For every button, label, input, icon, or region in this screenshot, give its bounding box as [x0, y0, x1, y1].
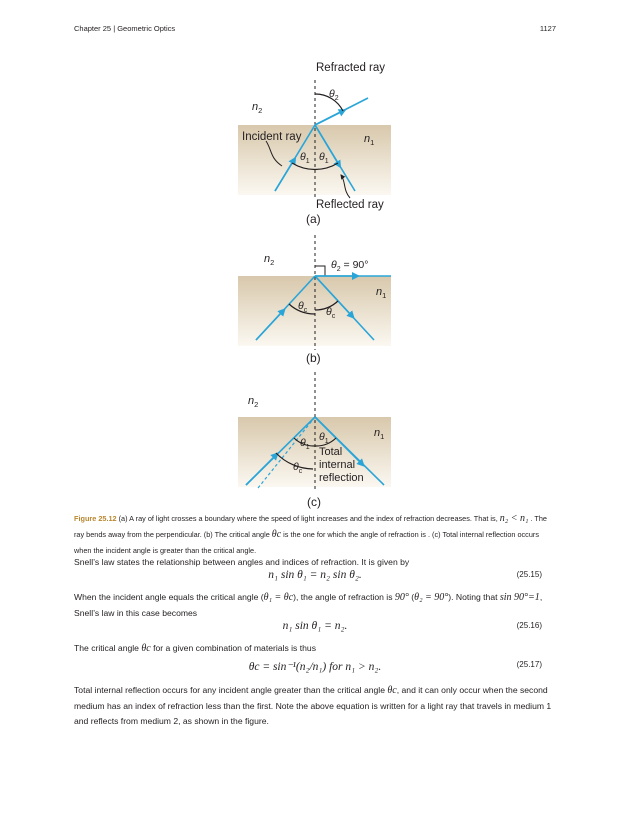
theta1-left-label: $\theta_1$ [300, 151, 310, 165]
panel-a-label: (a) [306, 212, 321, 226]
thetac-label: $\theta_c$ [293, 461, 303, 475]
p2-math-1: θ₁ = θc [263, 592, 294, 603]
equation-25-15 [74, 569, 556, 587]
p2-text-d: ). Noting that [448, 592, 500, 602]
equation-25-15-math: n₁ sin θ₁ = n₂ sin θ₂. [268, 569, 362, 581]
theta1-left-label: $\theta_1$ [300, 437, 310, 451]
page-number: 1127 [539, 24, 556, 33]
tir-label-line1: Total [319, 446, 343, 458]
p2-text-a: When the incident angle equals the critical angle ( [74, 592, 264, 602]
figure-caption [74, 511, 556, 559]
panel-b [238, 235, 391, 365]
panel-c-label: (c) [307, 495, 321, 509]
panel-b-label: (b) [306, 351, 321, 365]
paragraph-critical-angle-condition [74, 590, 556, 621]
theta2-90-label: $\theta_2 = 90^\circ$ [331, 259, 369, 273]
p2-text-c: ( [408, 592, 415, 602]
n1-label: $n_1$ [364, 133, 375, 147]
p3-text-b: for a given combination of materials is thus [150, 643, 316, 653]
n2-label: $n_2$ [252, 101, 263, 115]
equation-25-16-number: (25.16) [516, 621, 542, 630]
panel-a [238, 62, 391, 226]
incident-ray-label: Incident ray [242, 131, 302, 143]
caption-text-2: . The ray bends away from the perpendicular. (b) The critical angle [74, 514, 547, 539]
caption-math-n2-lt-n1: n₂ < n₁ [499, 513, 529, 524]
p2-math-2: 90° [394, 592, 409, 603]
refracted-ray-label: Refracted ray [316, 62, 386, 74]
refracted-ray-arrow [315, 111, 343, 125]
equation-25-15-number: (25.15) [516, 570, 542, 579]
paragraph-critical-angle-definition [74, 641, 556, 657]
equation-25-17-number: (25.17) [516, 660, 542, 669]
tir-label-line3: reflection [319, 472, 364, 484]
running-header-chapter: Chapter 25 | Geometric Optics [74, 24, 176, 33]
theta1-right-label: $\theta_1$ [319, 151, 329, 165]
caption-math-theta-c: θc [271, 529, 282, 540]
p3-math: θc [141, 643, 151, 654]
caption-text-1: (a) A ray of light crosses a boundary where the speed of light increases and the index of refraction decreases. That is, [116, 514, 500, 523]
p3-text-a: The critical angle [74, 643, 142, 653]
paragraph-total-internal-reflection [74, 683, 556, 730]
p2-math-3: θ₂ = 90° [414, 592, 449, 603]
n1-label: $n_1$ [376, 286, 387, 300]
paragraph-snells-law: Snell’s law states the relationship between angles and indices of refraction. It is given by [74, 557, 410, 567]
right-angle-mark [315, 266, 325, 276]
panel-c [238, 372, 391, 509]
equation-25-17 [74, 659, 556, 677]
thetac-left-label: $\theta_c$ [298, 300, 308, 314]
n2-label: $n_2$ [264, 253, 275, 267]
equation-25-16-math: n₁ sin θ₁ = n₂. [282, 620, 348, 632]
reflected-ray-label: Reflected ray [316, 199, 384, 211]
n2-label: $n_2$ [248, 395, 259, 409]
equation-25-17-math: θc = sin⁻¹(n₂/n₁) for n₁ > n₂. [248, 661, 382, 673]
p4-math: θc [387, 685, 397, 696]
p2-text-b: ), the angle of refraction is [293, 592, 395, 602]
p4-text-a: Total internal reflection occurs for any incident angle greater than the critical angle [74, 685, 388, 695]
p2-math-4: sin 90°=1 [499, 592, 540, 603]
theta1-right-label: $\theta_1$ [319, 431, 329, 445]
equation-25-16 [74, 620, 556, 638]
p2-text-e: , Snell’s law in this case becomes [74, 592, 543, 618]
figure-number: Figure 25.12 [74, 514, 117, 523]
theta2-label: $\theta_2$ [329, 88, 339, 102]
caption-text-3: is the one for which the angle of refraction is . (c) Total internal reflection occurs when the incident angle is greater than the critical angle. [74, 530, 539, 555]
tir-label-line2: internal [319, 459, 356, 471]
n1-label: $n_1$ [374, 427, 385, 441]
p4-text-b: , and it can only occur when the second medium has an index of refraction less than the first. Note the above equation is written for a light ray that travels in medium 1 and reflects from medium 2, as shown in the figure. [74, 685, 552, 726]
thetac-right-label: $\theta_c$ [326, 306, 336, 320]
